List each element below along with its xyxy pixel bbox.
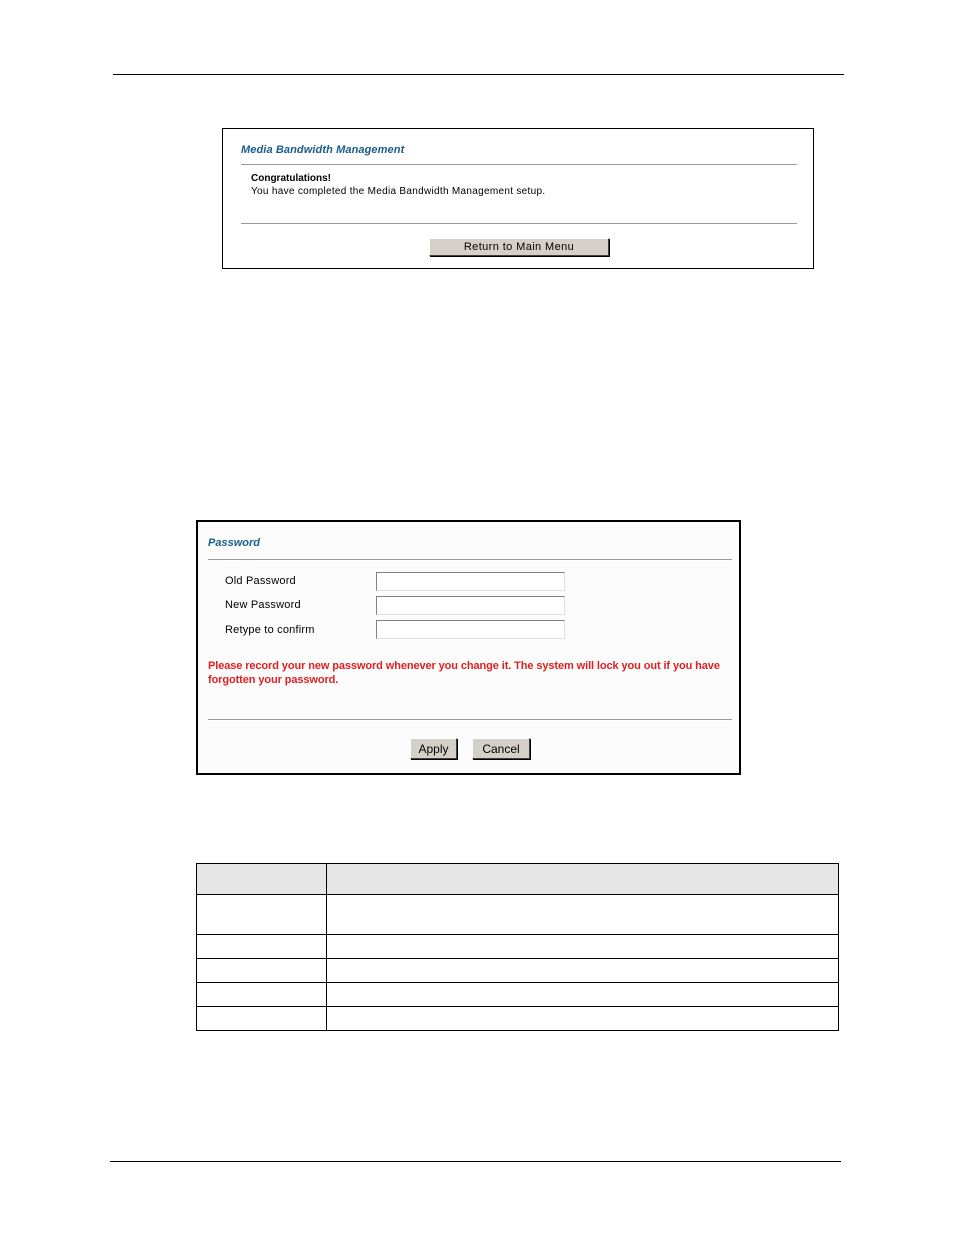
divider xyxy=(241,223,797,225)
table-row xyxy=(197,983,839,1007)
table-cell xyxy=(327,895,839,935)
table-header-cell xyxy=(327,864,839,895)
table-cell xyxy=(327,959,839,983)
cancel-button[interactable]: Cancel xyxy=(472,738,530,759)
divider xyxy=(208,559,732,561)
table-header-cell xyxy=(197,864,327,895)
table-cell xyxy=(327,983,839,1007)
panel-title: Password xyxy=(208,537,260,549)
retype-password-field[interactable] xyxy=(376,620,565,639)
table-cell xyxy=(327,935,839,959)
table-cell xyxy=(197,895,327,935)
table-cell xyxy=(327,1007,839,1031)
table-row xyxy=(197,895,839,935)
password-warning-text: Please record your new password whenever you change it. The system will lock you out if you have forgotten your password. xyxy=(208,660,720,686)
congratulations-heading: Congratulations! xyxy=(251,173,331,184)
media-bandwidth-management-panel xyxy=(222,128,814,269)
table-header-row xyxy=(197,864,839,895)
divider xyxy=(241,164,797,166)
table-cell xyxy=(197,935,327,959)
retype-password-label: Retype to confirm xyxy=(225,624,315,636)
new-password-label: New Password xyxy=(225,599,301,611)
old-password-label: Old Password xyxy=(225,575,296,587)
table-cell xyxy=(197,983,327,1007)
apply-button[interactable]: Apply xyxy=(410,738,457,759)
table-cell xyxy=(197,1007,327,1031)
table-row xyxy=(197,935,839,959)
page-header-rule xyxy=(113,74,844,75)
table-row xyxy=(197,1007,839,1031)
old-password-field[interactable] xyxy=(376,572,565,591)
table-cell xyxy=(197,959,327,983)
field-description-table xyxy=(196,863,839,1031)
panel-title: Media Bandwidth Management xyxy=(241,144,405,156)
page-footer-rule xyxy=(110,1161,841,1162)
return-to-main-menu-button[interactable]: Return to Main Menu xyxy=(429,238,609,256)
divider xyxy=(208,719,732,721)
password-panel xyxy=(196,520,741,775)
completion-message: You have completed the Media Bandwidth Management setup. xyxy=(251,186,546,197)
table-row xyxy=(197,959,839,983)
new-password-field[interactable] xyxy=(376,596,565,615)
